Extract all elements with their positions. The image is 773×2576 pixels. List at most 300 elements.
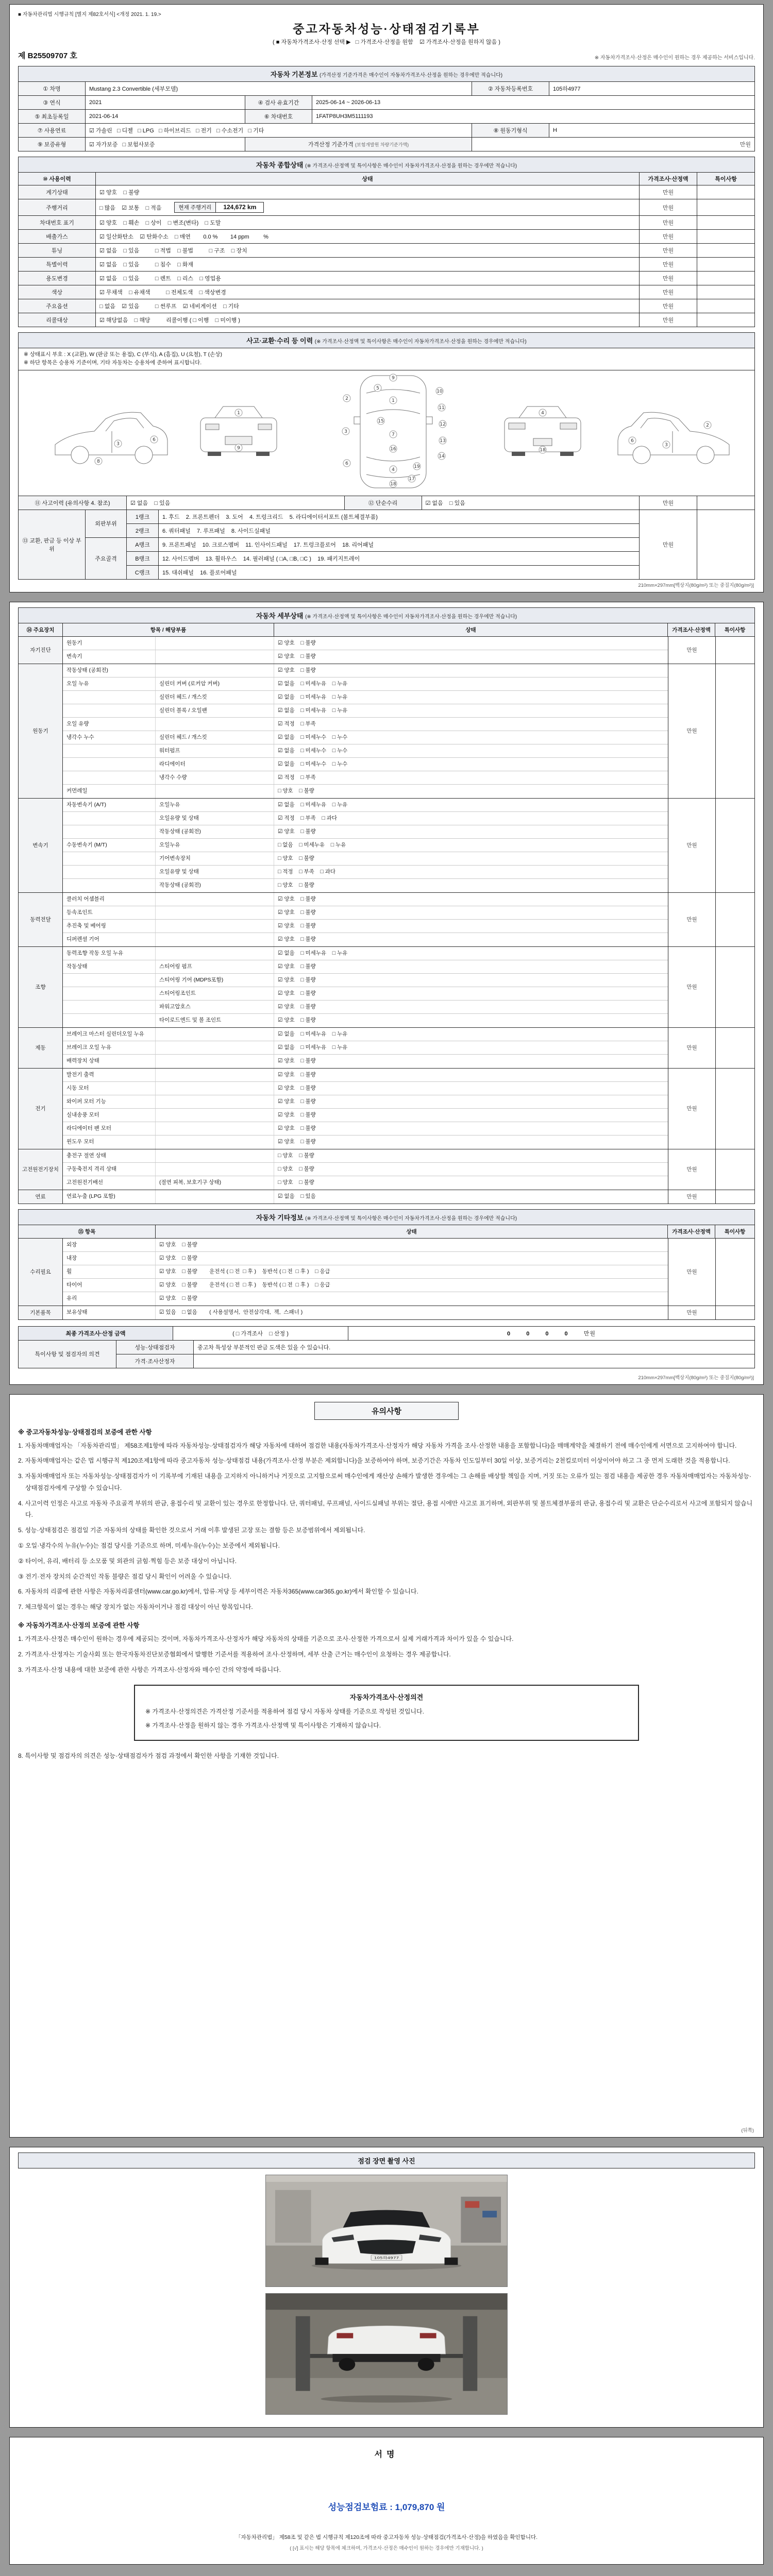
back-page-marker: (뒤쪽) xyxy=(741,2127,754,2133)
item-subpart: 파워고압호스 xyxy=(156,1001,274,1013)
group-name: 수리필요 xyxy=(19,1239,63,1306)
price-appraisal-select-checkboxes[interactable]: ( ■ 자동차가격조사·산정 선택 ▶ □ 가격조사·산정을 원함 ☑ 가격조사·산정을 원하지 않음 ) xyxy=(273,39,500,45)
overall-row-state-checkboxes[interactable]: ☑ 없음 □ 있음 □ 적법 □ 불법 □ 구조 □ 장치 xyxy=(96,244,640,258)
item-state-checkboxes[interactable]: ☑ 없음 □ 미세누유 □ 누유 xyxy=(278,950,348,956)
item-state-checkboxes[interactable]: □ 양호 □ 불량 xyxy=(278,1165,314,1172)
item-label xyxy=(63,987,156,1000)
item-state-checkboxes[interactable]: ☑ 양호 □ 불량 xyxy=(278,667,316,673)
accident-title: 사고·교환·수리 등 이력 xyxy=(246,337,313,345)
detail-table-header xyxy=(18,623,755,637)
item-label: 작동상태 xyxy=(63,960,156,973)
item-label: 오일 누유 xyxy=(63,677,156,690)
detail-item-row xyxy=(63,987,668,1001)
item-label: 원동기 xyxy=(63,637,156,650)
overall-state-note: (※ 가격조사·산정액 및 특이사항은 매수인이 자동차가격조사·산정을 원하는 경우에만 적습니다) xyxy=(305,163,517,169)
year-label: ③ 연식 xyxy=(19,96,86,110)
item-label: 라디에이터 팬 모터 xyxy=(63,1122,156,1135)
opinion-title: 특이사항 및 점검자의 의견 xyxy=(19,1340,116,1368)
exchange-label: ⑬ 교환, 판금 등 이상 부위 xyxy=(19,510,86,579)
overall-row-label: 튜닝 xyxy=(19,244,96,258)
plate-label: ② 자동차등록번호 xyxy=(472,82,549,96)
group-price-value: 만원 xyxy=(668,947,716,1027)
signature-statement-1: 「자동차관리법」 제58조 및 같은 법 시행규칙 제120조에 따라 중고자동차 성능·상태점검(가격조사·산정)을 하였음을 확인합니다. xyxy=(235,2534,538,2540)
item-state-checkboxes[interactable]: ☑ 양호 □ 불량 xyxy=(159,1295,197,1301)
group-price xyxy=(668,893,754,946)
col-remark: 특이사항 xyxy=(724,626,746,633)
detail-item-row xyxy=(63,906,668,920)
item-state-checkboxes[interactable]: ☑ 적정 □ 부족 xyxy=(278,720,316,727)
item-label: 충전구 절연 상태 xyxy=(63,1149,156,1162)
notice-title: 유의사항 xyxy=(314,1402,459,1420)
item-state-checkboxes[interactable]: ☑ 양호 □ 불량 xyxy=(278,828,316,835)
basic-info-title: 자동차 기본정보 xyxy=(270,71,318,78)
item-state-checkboxes[interactable]: ☑ 적정 □ 부족 □ 과다 xyxy=(278,815,338,821)
item-state-checkboxes[interactable]: ☑ 양호 □ 불량 xyxy=(278,1016,316,1023)
group-price-value: 만원 xyxy=(668,1069,716,1149)
final-price-digits: 0 0 0 0 xyxy=(507,1330,575,1337)
item-state-checkboxes[interactable]: ☑ 없음 □ 미세누유 □ 누유 xyxy=(278,693,348,700)
main-frame-label: 주요골격 xyxy=(86,537,127,579)
accident-remark xyxy=(697,496,755,510)
warranty-checkboxes[interactable]: ☑ 자가보증 □ 보험사보증 xyxy=(86,138,245,151)
detail-item-row xyxy=(63,1069,668,1082)
final-price-label: 최종 가격조사·산정 금액 xyxy=(19,1326,173,1340)
item-state-checkboxes[interactable]: ☑ 있음 □ 없음 ( 사용설명서, 안전삼각대, 잭, 스패너 ) xyxy=(159,1309,303,1315)
device-group-transmission xyxy=(18,799,755,893)
device-group-fuel xyxy=(18,1190,755,1204)
col-device: ⑭ 주요장치 xyxy=(19,623,63,636)
col-price: 가격조사·산정액 xyxy=(668,623,715,636)
item-subpart xyxy=(156,1122,274,1135)
detail-item-row xyxy=(63,1149,668,1163)
svg-text:9: 9 xyxy=(392,375,395,381)
overall-col-price: 가격조사·산정액 xyxy=(640,173,697,185)
device-group-self-diagnosis xyxy=(18,637,755,664)
group-items xyxy=(63,1149,668,1190)
item-label: 커먼레일 xyxy=(63,785,156,798)
appraiser-label: 가격·조사산정자 xyxy=(116,1354,194,1368)
detail-item-row xyxy=(63,825,668,839)
group-remark xyxy=(716,893,754,946)
svg-text:18: 18 xyxy=(540,447,546,453)
item-state-checkboxes[interactable]: ☑ 없음 □ 미세누수 □ 누수 xyxy=(278,760,348,767)
group-price-value: 만원 xyxy=(668,1028,716,1068)
base-price-label-text: 가격산정 기준가격 xyxy=(308,142,354,148)
item-state-checkboxes[interactable]: ☑ 양호 □ 불량 운전석 ( □ 전 □ 후 ) 동반석 ( □ 전 □ 후 ) □ 응급 xyxy=(159,1268,330,1275)
item-state-checkboxes[interactable]: ☑ 양호 □ 불량 xyxy=(278,990,316,996)
model-label: ① 차명 xyxy=(19,82,86,96)
svg-text:14: 14 xyxy=(439,453,445,459)
svg-text:11: 11 xyxy=(439,405,445,411)
group-price-value: 만원 xyxy=(668,1149,716,1190)
item-state-checkboxes[interactable]: ☑ 양호 □ 불량 xyxy=(278,639,316,646)
item-label: 오일 유량 xyxy=(63,718,156,731)
photo-front-view xyxy=(265,2175,508,2287)
group-name: 원동기 xyxy=(19,664,63,798)
item-subpart: 오일유량 및 상태 xyxy=(156,812,274,825)
overall-row-remark xyxy=(697,258,755,272)
item-subpart: 오일유량 및 상태 xyxy=(156,866,274,878)
rankB-parts[interactable]: 12. 사이드멤버 13. 휠하우스 14. 필러패널 ( □A, □B, □C ) 19. 패키지트레이 xyxy=(159,551,640,565)
rank2-label: 2랭크 xyxy=(127,523,159,537)
svg-text:16: 16 xyxy=(390,446,396,452)
mileage-checkboxes[interactable]: □ 많음 ☑ 보통 □ 적음 xyxy=(99,205,162,211)
group-price-value: 만원 xyxy=(668,637,716,664)
item-subpart xyxy=(156,933,274,946)
item-state-checkboxes[interactable]: ☑ 양호 □ 불량 xyxy=(278,1003,316,1010)
item-label: 발전기 출력 xyxy=(63,1069,156,1081)
overall-row-state-checkboxes[interactable]: ☑ 없음 □ 있음 □ 침수 □ 화재 xyxy=(96,258,640,272)
group-price xyxy=(668,664,754,798)
etc-item-row xyxy=(63,1279,668,1292)
final-price-method-checkboxes[interactable]: ( □ 가격조사 □ 산정 ) xyxy=(173,1326,348,1340)
svg-text:18: 18 xyxy=(390,481,396,487)
group-items xyxy=(63,1028,668,1068)
item-label: 타이어 xyxy=(63,1279,156,1292)
item-state-checkboxes[interactable]: ☑ 양호 □ 불량 xyxy=(278,653,316,659)
item-subpart xyxy=(156,637,274,650)
item-label: 유리 xyxy=(63,1292,156,1306)
accident-history-checkboxes[interactable]: ☑ 없음 □ 있음 xyxy=(127,496,345,510)
rankC-label: C랭크 xyxy=(127,565,159,579)
item-subpart: (절연 피복, 보호기구 상태) xyxy=(156,1176,274,1190)
rankA-parts[interactable]: 9. 프론트패널 10. 크로스멤버 11. 인사이드패널 17. 트렁크플로어 18. 리어패널 xyxy=(159,537,640,551)
etc-col-item: ⑮ 항목 xyxy=(19,1225,156,1238)
item-label: 브레이크 오일 누유 xyxy=(63,1041,156,1054)
section-title-overall-state xyxy=(18,157,755,173)
notice-paragraph: 4. 사고이력 인정은 사고로 자동차 주요골격 부위의 판금, 용접수리 및 교환이 있는 경우로 한정합니다. 단, 쿼터패널, 루프패널, 사이드실패널 부위는 절단, 용접 시에만 사고로 표기하며, 외판부위 및 볼트체결부품의 판금, 용접수리 및 교환은 단순수리로서 사고에 포함되지 않습니다. xyxy=(18,1499,753,1519)
item-subpart xyxy=(156,1109,274,1122)
item-state-checkboxes[interactable]: ☑ 양호 □ 불량 xyxy=(278,976,316,983)
item-state-checkboxes[interactable]: ☑ 없음 □ 미세누유 □ 누유 xyxy=(278,1030,348,1037)
detail-item-row xyxy=(63,974,668,987)
item-state-checkboxes[interactable]: ☑ 없음 □ 미세누유 □ 누유 xyxy=(278,1044,348,1050)
item-state-checkboxes[interactable]: ☑ 양호 □ 불량 xyxy=(278,895,316,902)
item-state-checkboxes[interactable]: ☑ 적정 □ 부족 xyxy=(278,774,316,781)
section-title-accident-history xyxy=(18,332,755,348)
rankC-parts[interactable]: 15. 대쉬패널 16. 플로어패널 xyxy=(159,565,640,579)
device-group-electrical xyxy=(18,1069,755,1149)
overall-row-label: 주요옵션 xyxy=(19,299,96,313)
svg-text:6: 6 xyxy=(631,438,634,444)
legend-line-2: ※ 하단 항목은 승용차 기준이며, 기타 자동차는 승용차에 준하여 표시합니다. xyxy=(24,359,202,366)
rank1-parts[interactable]: 1. 후드 2. 프론트펜더 3. 도어 4. 트렁크리드 5. 라디에이터서포트 (볼트체결부품) xyxy=(159,510,640,523)
group-remark xyxy=(716,1028,754,1068)
engine-type-value: H xyxy=(549,124,755,138)
item-state-checkboxes[interactable]: ☑ 없음 □ 미세누수 □ 누수 xyxy=(278,747,348,754)
etc-group-basic-items xyxy=(18,1306,755,1320)
detail-item-row xyxy=(63,1190,668,1204)
fuel-checkboxes[interactable]: ☑ 가솔린 □ 디젤 □ LPG □ 하이브리드 □ 전기 □ 수소전기 □ 기타 xyxy=(86,124,472,138)
item-state-checkboxes[interactable]: ☑ 양호 □ 불량 운전석 ( □ 전 □ 후 ) 동반석 ( □ 전 □ 후 ) □ 응급 xyxy=(159,1281,330,1288)
item-label xyxy=(63,825,156,838)
item-label: 브레이크 마스터 실린더오일 누유 xyxy=(63,1028,156,1041)
detail-item-row xyxy=(63,664,668,677)
item-label xyxy=(63,704,156,717)
item-subpart xyxy=(156,1095,274,1108)
item-state-checkboxes[interactable]: ☑ 양호 □ 불량 xyxy=(278,1071,316,1078)
item-subpart: 실린더 블록 / 오일팬 xyxy=(156,704,274,717)
item-subpart: 작동상태 (공회전) xyxy=(156,879,274,892)
overall-row-state-checkboxes[interactable]: ☑ 없음 □ 있음 □ 렌트 □ 리스 □ 영업용 xyxy=(96,272,640,285)
item-state-checkboxes[interactable]: □ 양호 □ 불량 xyxy=(278,787,314,794)
group-remark xyxy=(716,1306,754,1319)
item-subpart xyxy=(156,893,274,906)
etc-info-note: (※ 가격조사·산정액 및 특이사항은 매수인이 자동차가격조사·산정을 원하는 경우에만 적습니다) xyxy=(305,1215,517,1222)
item-subpart xyxy=(156,906,274,919)
item-state-checkboxes[interactable]: ☑ 없음 □ 미세누유 □ 누유 xyxy=(278,707,348,714)
mileage-remark xyxy=(697,199,755,216)
notice-paragraph: 2. 가격조사·산정자는 기술사회 또는 한국자동차진단보증협회에서 발행한 기준서를 적용하여 조사·산정하며, 세부 산출 근거는 매수인이 요청하는 경우 제공합니다. xyxy=(18,1650,451,1658)
item-state-checkboxes[interactable]: ☑ 없음 □ 미세누수 □ 누수 xyxy=(278,734,348,740)
item-state-checkboxes[interactable]: □ 없음 □ 미세누유 □ 누유 xyxy=(278,841,346,848)
item-subpart xyxy=(156,1069,274,1081)
overall-state-table xyxy=(18,172,755,327)
notice-paragraph: ① 오일·냉각수의 누유(누수)는 점검 당시를 기준으로 하며, 미세누유(누수)는 보증에서 제외됩니다. xyxy=(18,1542,280,1550)
overall-row-price: 만원 xyxy=(640,285,697,299)
overall-row-state-checkboxes[interactable]: □ 없음 ☑ 있음 □ 썬루프 ☑ 네비게이션 □ 기타 xyxy=(96,299,640,313)
overall-col-remark: 특이사항 xyxy=(697,173,755,185)
photo-lift-view xyxy=(265,2293,508,2415)
document-note: ※ 자동차가격조사·산정은 매수인이 원하는 경우 제공하는 서비스입니다. xyxy=(594,55,755,61)
item-label: 자동변속기 (A/T) xyxy=(63,799,156,811)
item-state-checkboxes[interactable]: ☑ 양호 □ 불량 xyxy=(278,1057,316,1064)
group-price-value: 만원 xyxy=(668,893,716,946)
item-subpart: 냉각수 수량 xyxy=(156,771,274,784)
detail-item-row xyxy=(63,799,668,812)
svg-text:4: 4 xyxy=(392,467,395,472)
simple-repair-label: ⑫ 단순수리 xyxy=(344,496,422,510)
section-title-basic-info xyxy=(18,66,755,82)
overall-row-price: 만원 xyxy=(640,272,697,285)
fee-label: 성능점검보험료 : xyxy=(328,2502,393,2512)
svg-text:6: 6 xyxy=(153,437,156,443)
group-remark xyxy=(716,1149,754,1190)
inspection-period-label: ④ 검사 유효기간 xyxy=(245,96,312,110)
item-subpart xyxy=(156,1136,274,1149)
svg-text:15: 15 xyxy=(378,418,384,424)
group-name: 기본품목 xyxy=(19,1306,63,1319)
year-value: 2021 xyxy=(86,96,245,110)
notice-section2-heading: ※ 자동차가격조사·산정의 보증에 관한 사항 xyxy=(18,1622,140,1630)
overall-row-state-checkboxes[interactable]: ☑ 양호 □ 훼손 □ 상이 □ 변조(변타) □ 도말 xyxy=(96,216,640,230)
item-subpart: 실린더 커버 (로커암 커버) xyxy=(156,677,274,690)
warranty-label: ⑨ 보증유형 xyxy=(19,138,86,151)
plate-value: 105하4977 xyxy=(549,82,755,96)
item-state-checkboxes[interactable]: ☑ 양호 □ 불량 xyxy=(278,1125,316,1131)
item-state-checkboxes[interactable]: ☑ 양호 □ 불량 xyxy=(278,1098,316,1105)
item-state-checkboxes[interactable]: □ 양호 □ 불량 xyxy=(278,882,314,888)
car-diagram-panel xyxy=(18,370,755,496)
item-state-checkboxes[interactable]: □ 적정 □ 부족 □ 과다 xyxy=(278,868,335,875)
group-price xyxy=(668,799,754,892)
item-state-checkboxes[interactable]: □ 양호 □ 불량 xyxy=(278,1179,314,1185)
odometer-remark xyxy=(697,185,755,199)
detail-item-row xyxy=(63,1055,668,1068)
group-remark xyxy=(716,1190,754,1204)
overall-row-price: 만원 xyxy=(640,299,697,313)
item-subpart xyxy=(156,664,274,677)
item-subpart xyxy=(156,718,274,731)
svg-text:9: 9 xyxy=(237,445,240,451)
group-remark xyxy=(716,664,754,798)
etc-group-repair-needed xyxy=(18,1239,755,1306)
notice-section1-paragraphs xyxy=(18,1440,755,1614)
item-label: 실내송풍 모터 xyxy=(63,1109,156,1122)
overall-row xyxy=(19,258,755,272)
photos-title: 점검 장면 촬영 사진 xyxy=(358,2157,415,2165)
item-subpart xyxy=(156,1149,274,1162)
col-item: 항목 / 해당부품 xyxy=(63,623,274,636)
svg-text:12: 12 xyxy=(440,421,446,427)
detail-item-row xyxy=(63,1163,668,1176)
svg-text:13: 13 xyxy=(440,438,446,444)
item-subpart xyxy=(156,947,274,960)
item-subpart xyxy=(156,1190,274,1204)
item-state-checkboxes[interactable]: ☑ 양호 □ 불량 xyxy=(278,909,316,916)
notice-paragraph: 3. 자동차매매업자 또는 자동차성능·상태점검자가 이 기록부에 기재된 내용을 고지하지 아니하거나 거짓으로 고지함으로써 매수인에게 재산상 손해가 발생한 경우에는 그 손해를 배상할 책임을 지며, 거짓 또는 오류가 있는 점검 내용을 제공한 경우 자동차매매업자는 자동차성능·상태점검자에게 구상할 수 있습니다. xyxy=(18,1472,752,1492)
basic-info-note: (가격산정 기준가격은 매수인이 자동차가격조사·산정을 원하는 경우에만 적습니다) xyxy=(320,73,503,78)
group-items xyxy=(63,1239,668,1306)
overall-row-price: 만원 xyxy=(640,258,697,272)
overall-state-title: 자동차 종합상태 xyxy=(256,161,304,169)
group-items xyxy=(63,637,668,664)
accident-note: (※ 가격조사·산정액 및 특이사항은 매수인이 자동차가격조사·산정을 원하는 경우에만 적습니다) xyxy=(314,339,527,345)
item-label: 시동 모터 xyxy=(63,1082,156,1095)
detail-item-row xyxy=(63,704,668,718)
overall-rows xyxy=(19,216,755,327)
item-state-checkboxes[interactable]: ☑ 양호 □ 불량 xyxy=(278,1111,316,1118)
device-group-high-voltage xyxy=(18,1149,755,1190)
item-state-checkboxes[interactable]: ☑ 없음 □ 미세누유 □ 누유 xyxy=(278,801,348,808)
item-state-checkboxes[interactable]: ☑ 없음 □ 미세누유 □ 누유 xyxy=(278,680,348,687)
overall-row-state-checkboxes[interactable]: ☑ 무채색 □ 유채색 □ 전체도색 □ 색상변경 xyxy=(96,285,640,299)
first-registration-label: ⑤ 최초등록일 xyxy=(19,110,86,124)
rank2-parts[interactable]: 6. 쿼터패널 7. 루프패널 8. 사이드실패널 xyxy=(159,523,640,537)
svg-text:8: 8 xyxy=(97,459,100,464)
svg-text:5: 5 xyxy=(376,385,379,391)
item-state-checkboxes[interactable]: □ 양호 □ 불량 xyxy=(278,1152,314,1159)
detail-item-row xyxy=(63,771,668,785)
group-remark xyxy=(716,637,754,664)
etc-info-title: 자동차 기타정보 xyxy=(256,1213,304,1222)
item-state-checkboxes[interactable]: ☑ 양호 □ 불량 xyxy=(278,1138,316,1145)
item-state-checkboxes[interactable]: □ 양호 □ 불량 xyxy=(278,855,314,861)
item-label xyxy=(63,852,156,865)
item-label xyxy=(63,1014,156,1027)
accident-history-table xyxy=(18,496,755,510)
page-1 xyxy=(9,4,764,592)
overall-row-label: 차대번호 표기 xyxy=(19,216,96,230)
item-label: 작동상태 (공회전) xyxy=(63,664,156,677)
group-remark xyxy=(716,947,754,1027)
document-number: 제 B25509707 호 xyxy=(18,52,77,60)
item-subpart xyxy=(156,1163,274,1176)
group-name: 자기진단 xyxy=(19,637,63,664)
svg-text:10: 10 xyxy=(436,388,443,394)
item-state-checkboxes[interactable]: ☑ 양호 □ 불량 xyxy=(278,922,316,929)
overall-row-label: 용도변경 xyxy=(19,272,96,285)
svg-text:3: 3 xyxy=(116,441,120,447)
item-state-checkboxes[interactable]: ☑ 양호 □ 불량 xyxy=(159,1241,197,1248)
overall-row-remark xyxy=(697,285,755,299)
item-label: 수동변속기 (M/T) xyxy=(63,839,156,852)
group-name: 제동 xyxy=(19,1028,63,1068)
item-label: 냉각수 누수 xyxy=(63,731,156,744)
group-price-value: 만원 xyxy=(668,1190,716,1204)
item-state-checkboxes[interactable]: ☑ 양호 □ 불량 xyxy=(159,1255,197,1261)
item-state-checkboxes[interactable]: ☑ 양호 □ 불량 xyxy=(278,963,316,970)
etc-item-row xyxy=(63,1265,668,1279)
section-title-detail-state xyxy=(18,607,755,623)
group-remark xyxy=(716,1069,754,1149)
detail-item-row xyxy=(63,1122,668,1136)
odometer-state[interactable]: ☑ 양호 □ 불량 xyxy=(96,185,640,199)
item-subpart xyxy=(156,1055,274,1068)
group-name: 조향 xyxy=(19,947,63,1027)
item-label: 와이퍼 모터 기능 xyxy=(63,1095,156,1108)
detail-item-row xyxy=(63,1041,668,1055)
item-label: 고전원전기배선 xyxy=(63,1176,156,1190)
detail-item-row xyxy=(63,718,668,731)
current-mileage-box xyxy=(174,202,264,213)
group-items xyxy=(63,664,668,798)
detail-item-row xyxy=(63,758,668,771)
model-value: Mustang 2.3 Convertible (세부모델) xyxy=(86,82,472,96)
accident-price: 만원 xyxy=(640,496,697,510)
overall-row-state-checkboxes[interactable]: ☑ 일산화탄소 ☑ 탄화수소 □ 매연 0.0 % 14 ppm % xyxy=(96,230,640,244)
detail-item-row xyxy=(63,839,668,852)
overall-row-label: 특별이력 xyxy=(19,258,96,272)
detail-item-row xyxy=(63,920,668,933)
rank1-label: 1랭크 xyxy=(127,510,159,523)
exchange-remark xyxy=(697,510,755,579)
item-label xyxy=(63,866,156,878)
signature-title: 서명 xyxy=(374,2450,399,2459)
group-price xyxy=(668,1028,754,1068)
exchange-price: 만원 xyxy=(640,510,697,579)
appraiser-opinion-text xyxy=(194,1354,755,1368)
item-state-checkboxes[interactable]: ☑ 양호 □ 불량 xyxy=(278,936,316,942)
item-subpart: 실린더 헤드 / 개스킷 xyxy=(156,691,274,704)
item-subpart: 스티어링 기어 (MDPS포함) xyxy=(156,974,274,987)
notice-paragraph: 6. 자동차의 리콜에 관한 사항은 자동차리콜센터(www.car.go.kr)에서, 압류·저당 등 세부이력은 자동차365(www.car365.go.kr)에서 확인할 수 있습니다. xyxy=(18,1588,418,1596)
signature-statement-2: ( [√] 표시는 해당 항목에 체크하며, 가격조사·산정은 매수인이 원하는 경우에만 기재합니다. ) xyxy=(290,2545,483,2551)
opinion-box-lines xyxy=(145,1706,628,1732)
opinion-box-title: 자동차가격조사·산정의견 xyxy=(349,1693,424,1702)
svg-text:4: 4 xyxy=(541,410,544,416)
simple-repair-checkboxes[interactable]: ☑ 없음 □ 있음 xyxy=(422,496,640,510)
detail-item-row xyxy=(63,785,668,798)
overall-row-state-checkboxes[interactable]: ☑ 해당없음 □ 해당 리콜이행 ( □ 이행 □ 미이행 ) xyxy=(96,313,640,327)
vin-label: ⑥ 차대번호 xyxy=(245,110,312,124)
item-state-checkboxes[interactable]: ☑ 없음 □ 있음 xyxy=(278,1193,316,1199)
overall-row xyxy=(19,299,755,313)
page-4-photos xyxy=(9,2147,764,2428)
item-label: 변속기 xyxy=(63,650,156,664)
odometer-label: 계기상태 xyxy=(19,185,96,199)
mileage-price: 만원 xyxy=(640,199,697,216)
group-items xyxy=(63,799,668,892)
item-subpart xyxy=(156,650,274,664)
group-items xyxy=(63,893,668,946)
item-label: 디퍼렌셜 기어 xyxy=(63,933,156,946)
notice-paragraph: ② 타이어, 유리, 배터리 등 소모품 및 외관의 긁힘·찍힘 등은 보증 대상이 아닙니다. xyxy=(18,1557,237,1565)
overall-col-use: ⑩ 사용이력 xyxy=(19,173,96,185)
current-mileage-value: 124,672 km xyxy=(223,204,257,211)
item-state-checkboxes[interactable]: ☑ 양호 □ 불량 xyxy=(278,1084,316,1091)
item-label: 클러치 어셈블리 xyxy=(63,893,156,906)
